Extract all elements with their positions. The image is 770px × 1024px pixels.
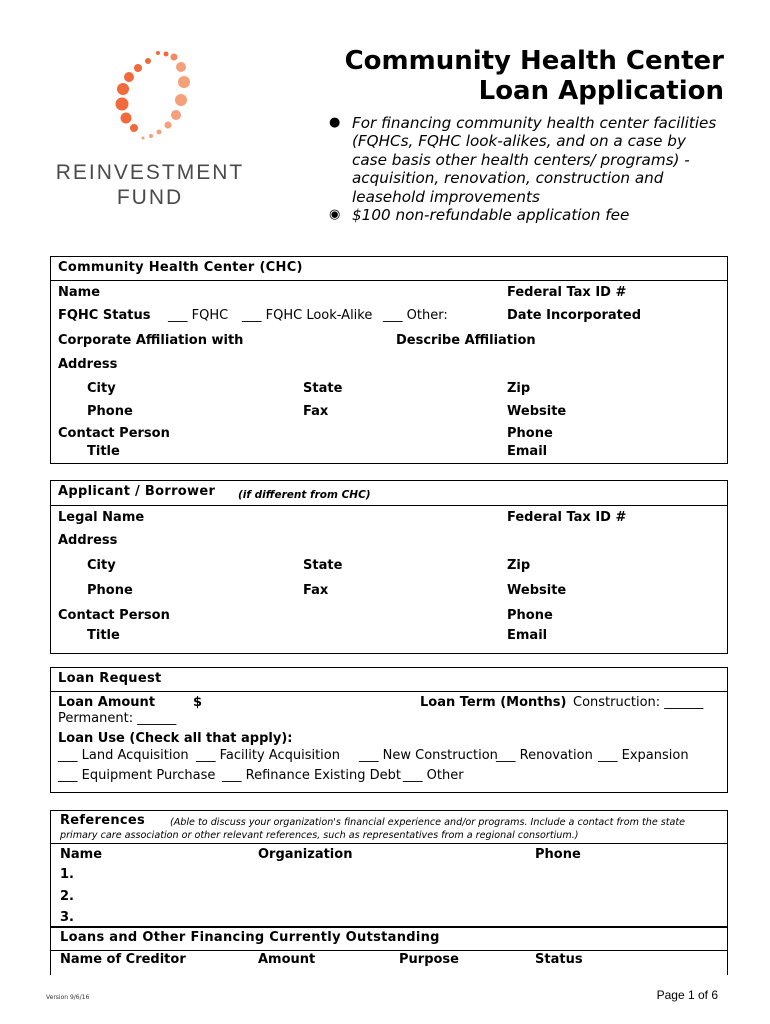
chc-section [50, 256, 728, 464]
bullet-icon: ◉ [329, 207, 341, 223]
use-other[interactable]: ___ Other [403, 768, 464, 783]
applicant-legal-name-label: Legal Name [58, 510, 145, 525]
construction-field[interactable]: Construction: ______ [573, 695, 704, 710]
references-note-line1: (Able to discuss your organization's financial experience and/or programs. Include a contact from the state [170, 817, 686, 828]
applicant-website-label: Website [507, 583, 567, 598]
page-title [345, 46, 724, 106]
applicant-tax-id-label: Federal Tax ID # [507, 510, 627, 525]
title-line1: Community Health Center [344, 46, 724, 76]
references-col-name: Name [60, 847, 103, 862]
use-facility-acquisition[interactable]: ___ Facility Acquisition [196, 748, 340, 763]
chc-fax-label: Fax [303, 404, 329, 419]
applicant-heading-note: (if different from CHC) [238, 489, 371, 501]
bullet-item: ● For financing community health center facilities (FQHCs, FQHC look-alikes, and on a case by case basis other health centers/ programs) - acquisition, renovation, construction and leasehold improvements [329, 114, 717, 206]
chc-contact-phone-label: Phone [507, 426, 553, 441]
reference-row-3: 3. [60, 910, 74, 925]
chc-option-lookalike[interactable]: ___ FQHC Look-Alike [242, 308, 373, 323]
chc-state-label: State [303, 381, 343, 396]
chc-address-label: Address [58, 357, 118, 372]
loans-outstanding-section [50, 926, 728, 975]
chc-phone-label: Phone [87, 404, 133, 419]
chc-contact-person-label: Contact Person [58, 426, 170, 441]
chc-describe-affiliation-label: Describe Affiliation [396, 333, 536, 348]
reinvestment-fund-logo [40, 44, 260, 214]
loan-request-section [50, 667, 728, 793]
bullet-item: ◉ $100 non-refundable application fee [329, 206, 630, 225]
references-col-phone: Phone [535, 847, 581, 862]
loan-amount-dollar: $ [193, 695, 203, 710]
references-heading: References [60, 813, 146, 828]
chc-option-other[interactable]: ___ Other: [383, 308, 448, 323]
col-name-of-creditor: Name of Creditor [60, 952, 186, 967]
chc-heading: Community Health Center (CHC) [58, 260, 303, 275]
chc-city-label: City [87, 381, 116, 396]
permanent-field[interactable]: Permanent: ______ [58, 711, 177, 726]
applicant-phone-label: Phone [87, 583, 133, 598]
use-expansion[interactable]: ___ Expansion [598, 748, 689, 763]
chc-fqhc-status-label: FQHC Status [58, 308, 151, 323]
chc-title-label: Title [87, 444, 120, 459]
col-purpose: Purpose [399, 952, 459, 967]
use-renovation[interactable]: ___ Renovation [496, 748, 593, 763]
reference-row-2: 2. [60, 889, 74, 904]
applicant-section [50, 480, 728, 654]
applicant-fax-label: Fax [303, 583, 329, 598]
use-new-construction[interactable]: ___ New Construction [359, 748, 498, 763]
applicant-title-label: Title [87, 628, 120, 643]
chc-zip-label: Zip [507, 381, 531, 396]
logo-text-line2: FUND [116, 186, 184, 209]
applicant-email-label: Email [507, 628, 548, 643]
applicant-contact-phone-label: Phone [507, 608, 553, 623]
applicant-zip-label: Zip [507, 558, 531, 573]
references-note-line2: primary care association or other relevant references, such as representatives from a regional consortium.) [60, 830, 579, 841]
applicant-heading: Applicant / Borrower [58, 484, 216, 499]
page-number: Page 1 of 6 [656, 988, 718, 1002]
version-label: Version 9/6/16 [46, 994, 90, 1001]
intro-bullets [326, 114, 726, 224]
chc-date-incorporated-label: Date Incorporated [507, 308, 642, 323]
references-col-organization: Organization [258, 847, 353, 862]
applicant-city-label: City [87, 558, 116, 573]
col-amount: Amount [258, 952, 316, 967]
chc-name-label: Name [58, 285, 101, 300]
logo-dots-icon [40, 44, 260, 154]
chc-email-label: Email [507, 444, 548, 459]
use-refinance-debt[interactable]: ___ Refinance Existing Debt [222, 768, 401, 783]
loan-use-label: Loan Use (Check all that apply): [58, 731, 293, 746]
loans-outstanding-heading: Loans and Other Financing Currently Outstanding [60, 930, 440, 945]
loan-amount-label: Loan Amount [58, 695, 156, 710]
applicant-address-label: Address [58, 533, 118, 548]
loan-term-label: Loan Term (Months) [420, 695, 567, 710]
use-equipment-purchase[interactable]: ___ Equipment Purchase [58, 768, 216, 783]
chc-website-label: Website [507, 404, 567, 419]
bullet-icon: ● [329, 115, 341, 130]
chc-tax-id-label: Federal Tax ID # [507, 285, 627, 300]
chc-corporate-affiliation-label: Corporate Affiliation with [58, 333, 244, 348]
logo-text-line1: REINVESTMENT [55, 161, 245, 184]
title-line2: Loan Application [478, 76, 724, 106]
references-section [50, 810, 728, 928]
applicant-state-label: State [303, 558, 343, 573]
chc-option-fqhc[interactable]: ___ FQHC [168, 308, 229, 323]
loan-request-heading: Loan Request [58, 671, 162, 686]
applicant-contact-person-label: Contact Person [58, 608, 170, 623]
use-land-acquisition[interactable]: ___ Land Acquisition [58, 748, 189, 763]
col-status: Status [535, 952, 583, 967]
reference-row-1: 1. [60, 867, 74, 882]
